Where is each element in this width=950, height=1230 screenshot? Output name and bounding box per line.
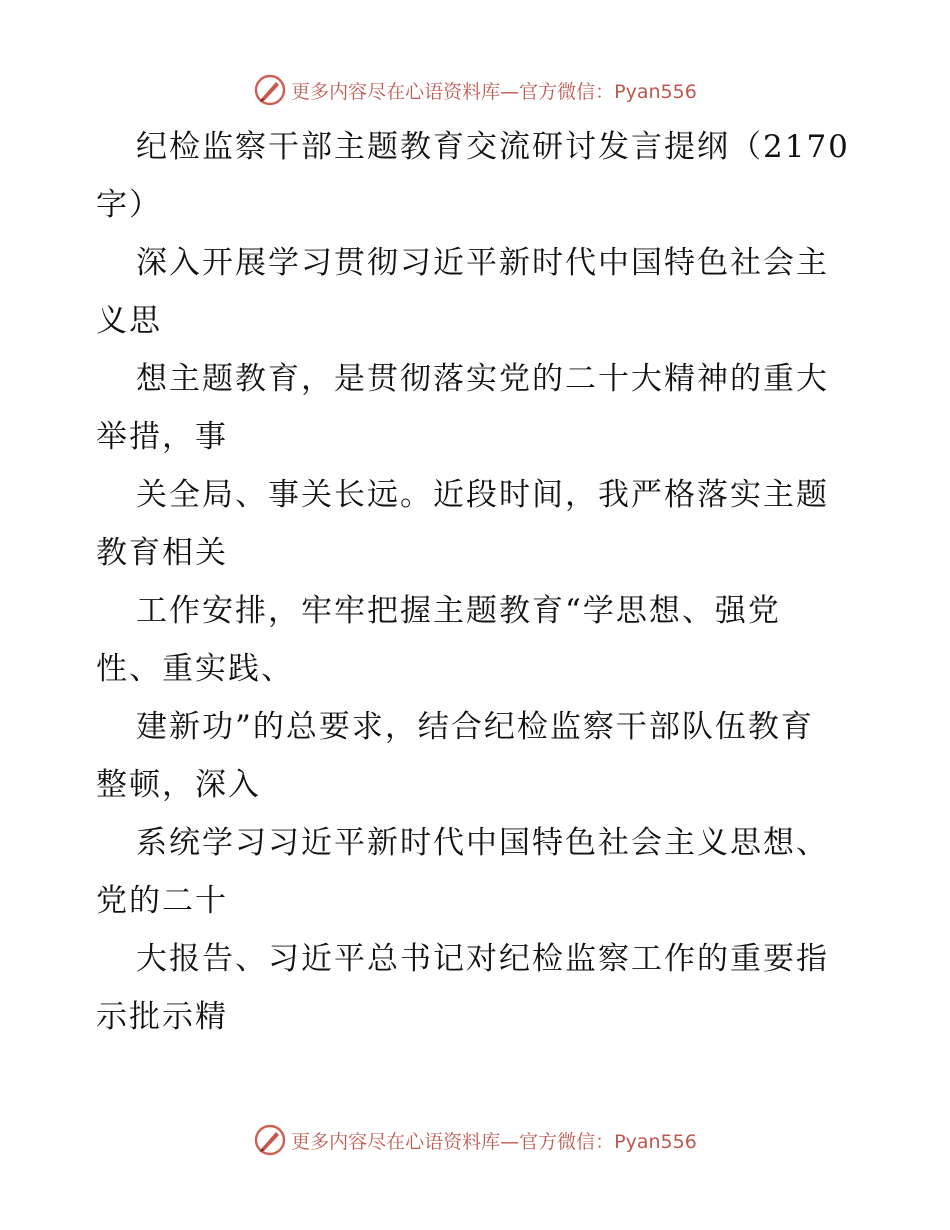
watermark-text: 更多内容尽在心语资料库—官方微信：Pyan556	[291, 1130, 697, 1153]
document-body	[96, 118, 856, 1046]
text-line: 工作安排，牢牢把握主题教育“学思想、强党	[136, 593, 781, 629]
text-line: 义思	[96, 303, 162, 339]
watermark-footer	[0, 1120, 950, 1160]
watermark-text: 更多内容尽在心语资料库—官方微信：Pyan556	[291, 80, 697, 103]
text-line: 系统学习习近平新时代中国特色社会主义思想、	[136, 825, 829, 861]
text-line: 建新功”的总要求，结合纪检监察干部队伍教育	[136, 709, 814, 745]
text-line: 性、重实践、	[96, 651, 294, 687]
text-line: 深入开展学习贯彻习近平新时代中国特色社会主	[136, 245, 829, 281]
text-line: 党的二十	[96, 883, 228, 919]
text-line: 关全局、事关长远。近段时间，我严格落实主题	[136, 477, 829, 513]
text-line: 大报告、习近平总书记对纪检监察工作的重要指	[136, 941, 829, 977]
text-line: 举措，事	[96, 419, 228, 455]
pen-logo-icon	[253, 1123, 287, 1157]
text-line: 想主题教育，是贯彻落实党的二十大精神的重大	[136, 361, 829, 397]
text-line: 教育相关	[96, 535, 228, 571]
text-line: 示批示精	[96, 999, 228, 1035]
text-line: 字）	[96, 187, 162, 223]
text-line: 整顿，深入	[96, 767, 261, 803]
text-line: 纪检监察干部主题教育交流研讨发言提纲（2170	[136, 129, 850, 165]
watermark-header	[0, 70, 950, 110]
pen-logo-icon	[253, 73, 287, 107]
